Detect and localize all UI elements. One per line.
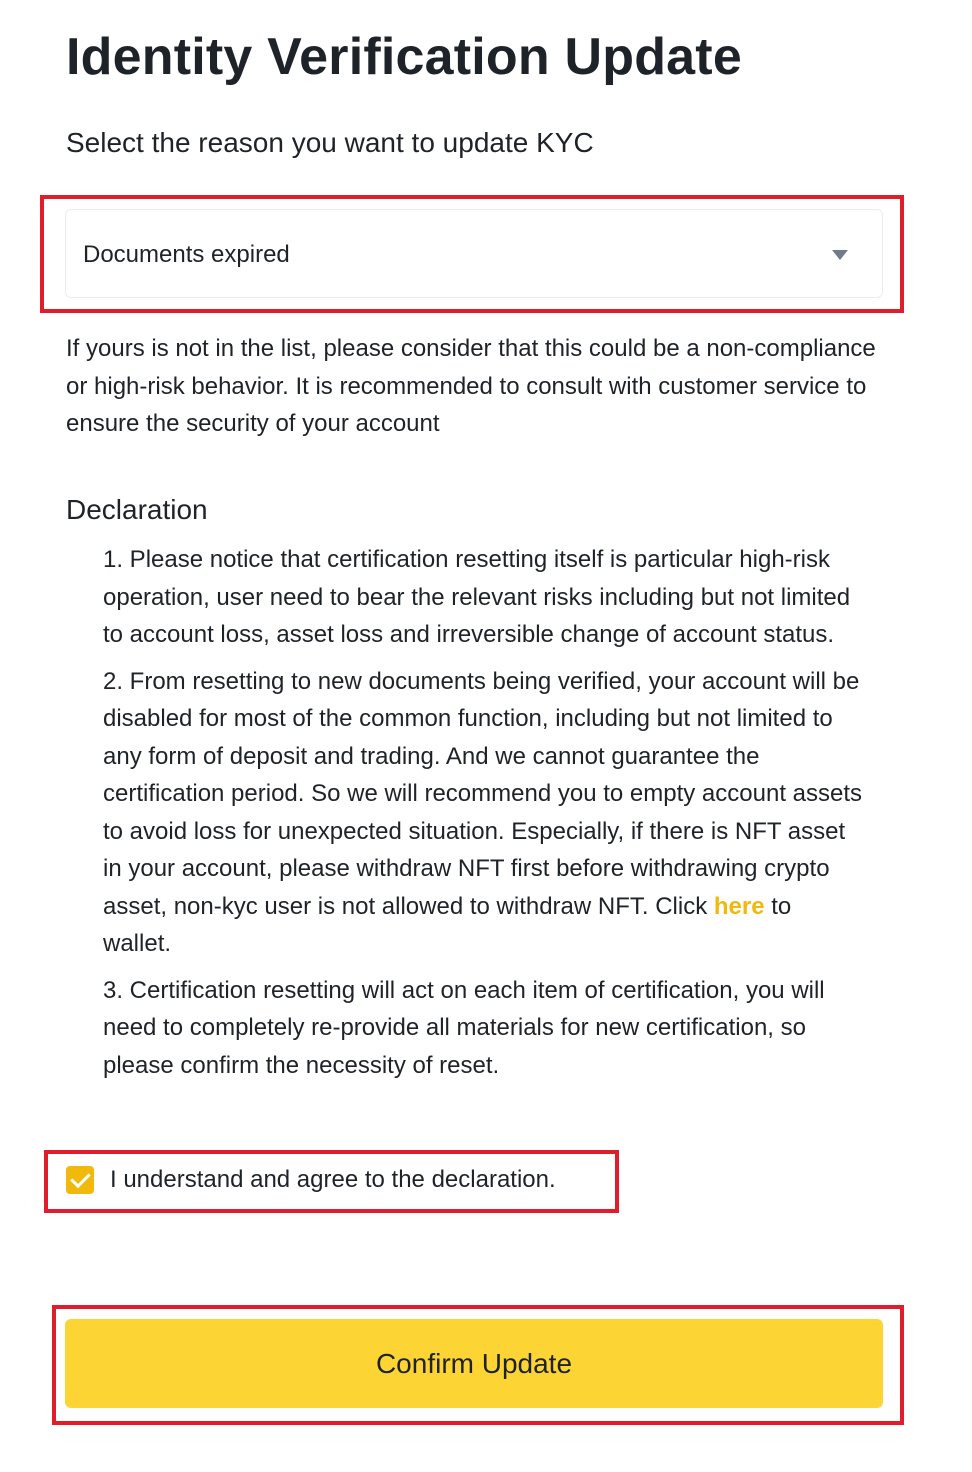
reason-select[interactable] [65, 209, 883, 298]
declaration-list [103, 541, 863, 1093]
declaration-item-1-text: 1. Please notice that certification resetting itself is particular high-risk operation, user need to bear the relevant risks including but not limited to account loss, asset loss and irreversible change of account status. [103, 546, 851, 648]
declaration-heading: Declaration [66, 494, 208, 525]
reason-note: If yours is not in the list, please consider that this could be a non-compliance or high-risk behavior. It is recommended to consult with customer service to ensure the security of your account [66, 335, 876, 437]
page-subtitle: Select the reason you want to update KYC [66, 127, 594, 158]
wallet-link[interactable]: here [713, 892, 765, 920]
declaration-item-1 [103, 541, 863, 654]
agree-checkbox[interactable] [66, 1166, 94, 1194]
reason-select-value: Documents expired [83, 241, 290, 268]
caret-down-icon [832, 250, 848, 260]
agree-label: I understand and agree to the declaration. [110, 1166, 556, 1193]
confirm-update-button[interactable]: Confirm Update [65, 1319, 883, 1408]
page-title: Identity Verification Update [66, 28, 742, 86]
declaration-item-3 [103, 972, 863, 1085]
declaration-item-2 [103, 663, 863, 963]
declaration-item-2-text-end: to wallet. [103, 892, 792, 957]
declaration-item-3-text: 3. Certification resetting will act on each item of certification, you will need to completely re-provide all materials for new certification, so please confirm the necessity of reset. [103, 976, 825, 1079]
declaration-item-2-text: 2. From resetting to new documents being verified, your account will be disabled for most of the common function, including but not limited to any form of deposit and trading. And we cannot guarantee the certification period. So we will recommend you to empty account assets to avoid loss for unexpected situation. Especially, if there is NFT asset in your account, please withdraw NFT first before withdrawing crypto asset, non-kyc user is not allowed to withdraw NFT. Click [103, 667, 863, 920]
agree-checkbox-row[interactable] [66, 1160, 556, 1200]
